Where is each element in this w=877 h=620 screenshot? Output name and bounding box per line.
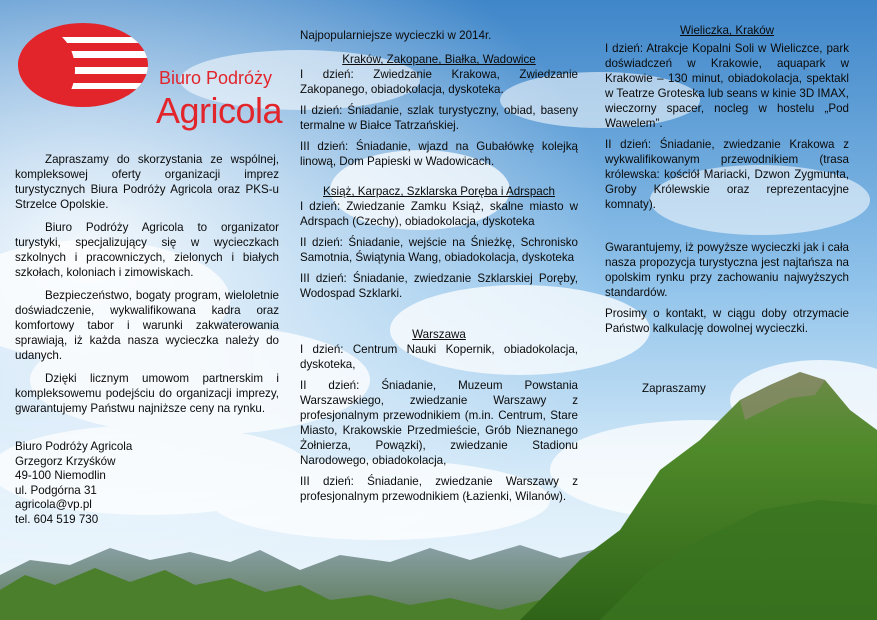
trip-day: I dzień: Zwiedzanie Zamku Książ, skalne miasto w Adrspach (Czechy), obiadokolacja, dyskoteka (300, 200, 578, 228)
about-paragraph: Biuro Podróży Agricola to organizator turystyki, specjalizujący się w wycieczkach szkolnych i pracowniczych, zielonych i białych szkołach, koloniach i zimowiskach. (15, 221, 279, 279)
right-column (605, 23, 849, 336)
trip-day: II dzień: Śniadanie, wejście na Śnieżkę, Schronisko Samotnia, Świątynia Wang, obiadokolacja, dyskoteka (300, 236, 578, 264)
contact-street: ul. Podgórna 31 (15, 483, 97, 497)
trip-wieliczka-title: Wieliczka, Kraków (679, 24, 775, 37)
trip-day: I dzień: Centrum Nauki Kopernik, obiadokolacja, dyskoteka, (300, 343, 578, 371)
contact-email[interactable]: agricola@vp.pl (15, 498, 92, 512)
contact-block (15, 440, 255, 528)
left-column (15, 152, 279, 416)
trip-warszawa-title: Warszawa (412, 328, 466, 341)
guarantee-paragraph: Gwarantujemy, iż powyższe wycieczki jak i cała nasza propozycja turystyczna jest najtańsza na opolskim rynku przy zachowaniu najwyższych standardów. (605, 241, 849, 299)
trip-ksiaz-karpacz-title: Książ, Karpacz, Szklarska Poręba i Adrspach (323, 185, 555, 198)
trip-day: III dzień: Śniadanie, zwiedzanie Szklarskiej Poręby, Wodospad Szklarki. (300, 272, 578, 300)
trip-day: III dzień: Śniadanie, zwiedzanie Warszawy z profesjonalnym przewodnikiem (Łazienki, Wilanów). (300, 475, 578, 503)
globe-logo-icon (15, 20, 150, 110)
contact-city: 49-100 Niemodlin (15, 469, 106, 483)
trip-day: II dzień: Śniadanie, Muzeum Powstania Warszawskiego, zwiedzanie Warszawy z profesjonalnym przewodnikiem (m.in. Centrum, Stare Miasto, Krakowskie Przedmieście, Grób Nieznanego Żołnierza, Powązki), zwiedzanie Stadionu Narodowego, obiadokolacja, (300, 379, 578, 467)
prices-paragraph: Dzięki licznym umowom partnerskim i kompleksowemu podejściu do organizacji imprezy, gwarantujemy Państwu najniższe ceny na rynku. (15, 372, 279, 415)
trip-day: II dzień: Śniadanie, szlak turystyczny, obiad, baseny termalne w Białce Tatrzańskiej. (300, 104, 578, 132)
trip-day: III dzień: Śniadanie, wjazd na Gubałówkę kolejką linową, Dom Papieski w Wadowicach. (300, 140, 578, 168)
safety-paragraph: Bezpieczeństwo, bogaty program, wieloletnie doświadczenie, wykwalifikowana kadra oraz komfortowy tabor i warunki zakwaterowania sprawiają, iż każda nasza wycieczka należy do udanych. (15, 289, 279, 362)
brand-name: Agricola (156, 90, 283, 131)
closing-text: Zapraszamy (642, 382, 706, 395)
trip-krakow-zakopane-title: Kraków, Zakopane, Białka, Wadowice (342, 53, 536, 66)
trips-heading: Najpopularniejsze wycieczki w 2014r. (300, 29, 492, 42)
brand-tagline: Biuro Podróży (159, 68, 273, 88)
trip-day: II dzień: Śniadanie, zwiedzanie Krakowa z wykwalifikowanym przewodnikiem (trasa królewska: kościół Mariacki, Dzwon Zygmunta, Groby Królewskie oraz reprezentacyjne komnaty). (605, 138, 849, 211)
middle-column (300, 28, 578, 504)
agricola-logo (15, 20, 283, 135)
contact-company: Biuro Podróży Agricola (15, 440, 133, 453)
intro-paragraph: Zapraszamy do skorzystania ze wspólnej, kompleksowej oferty organizacji imprez turystycznych Biura Podróży Agricola oraz PKS-u Strzelce Opolskie. (15, 153, 279, 211)
contact-phone: tel. 604 519 730 (15, 512, 99, 526)
trip-day: I dzień: Atrakcje Kopalni Soli w Wieliczce, park doświadczeń w Krakowie, aquapark w Krakowie – 130 minut, obiadokolacja, spektakl w Teatrze Groteska lub seans w kinie 3D IMAX, wieczorny spacer, nocleg w hostelu „Pod Wawelem”. (605, 42, 850, 130)
trip-day: I dzień: Zwiedzanie Krakowa, Zwiedzanie Zakopanego, obiadokolacja, dyskoteka. (300, 68, 578, 96)
contact-request-paragraph: Prosimy o kontakt, w ciągu doby otrzymacie Państwo kalkulację dowolnej wycieczki. (605, 307, 849, 335)
contact-person: Grzegorz Krzyśków (15, 454, 116, 468)
